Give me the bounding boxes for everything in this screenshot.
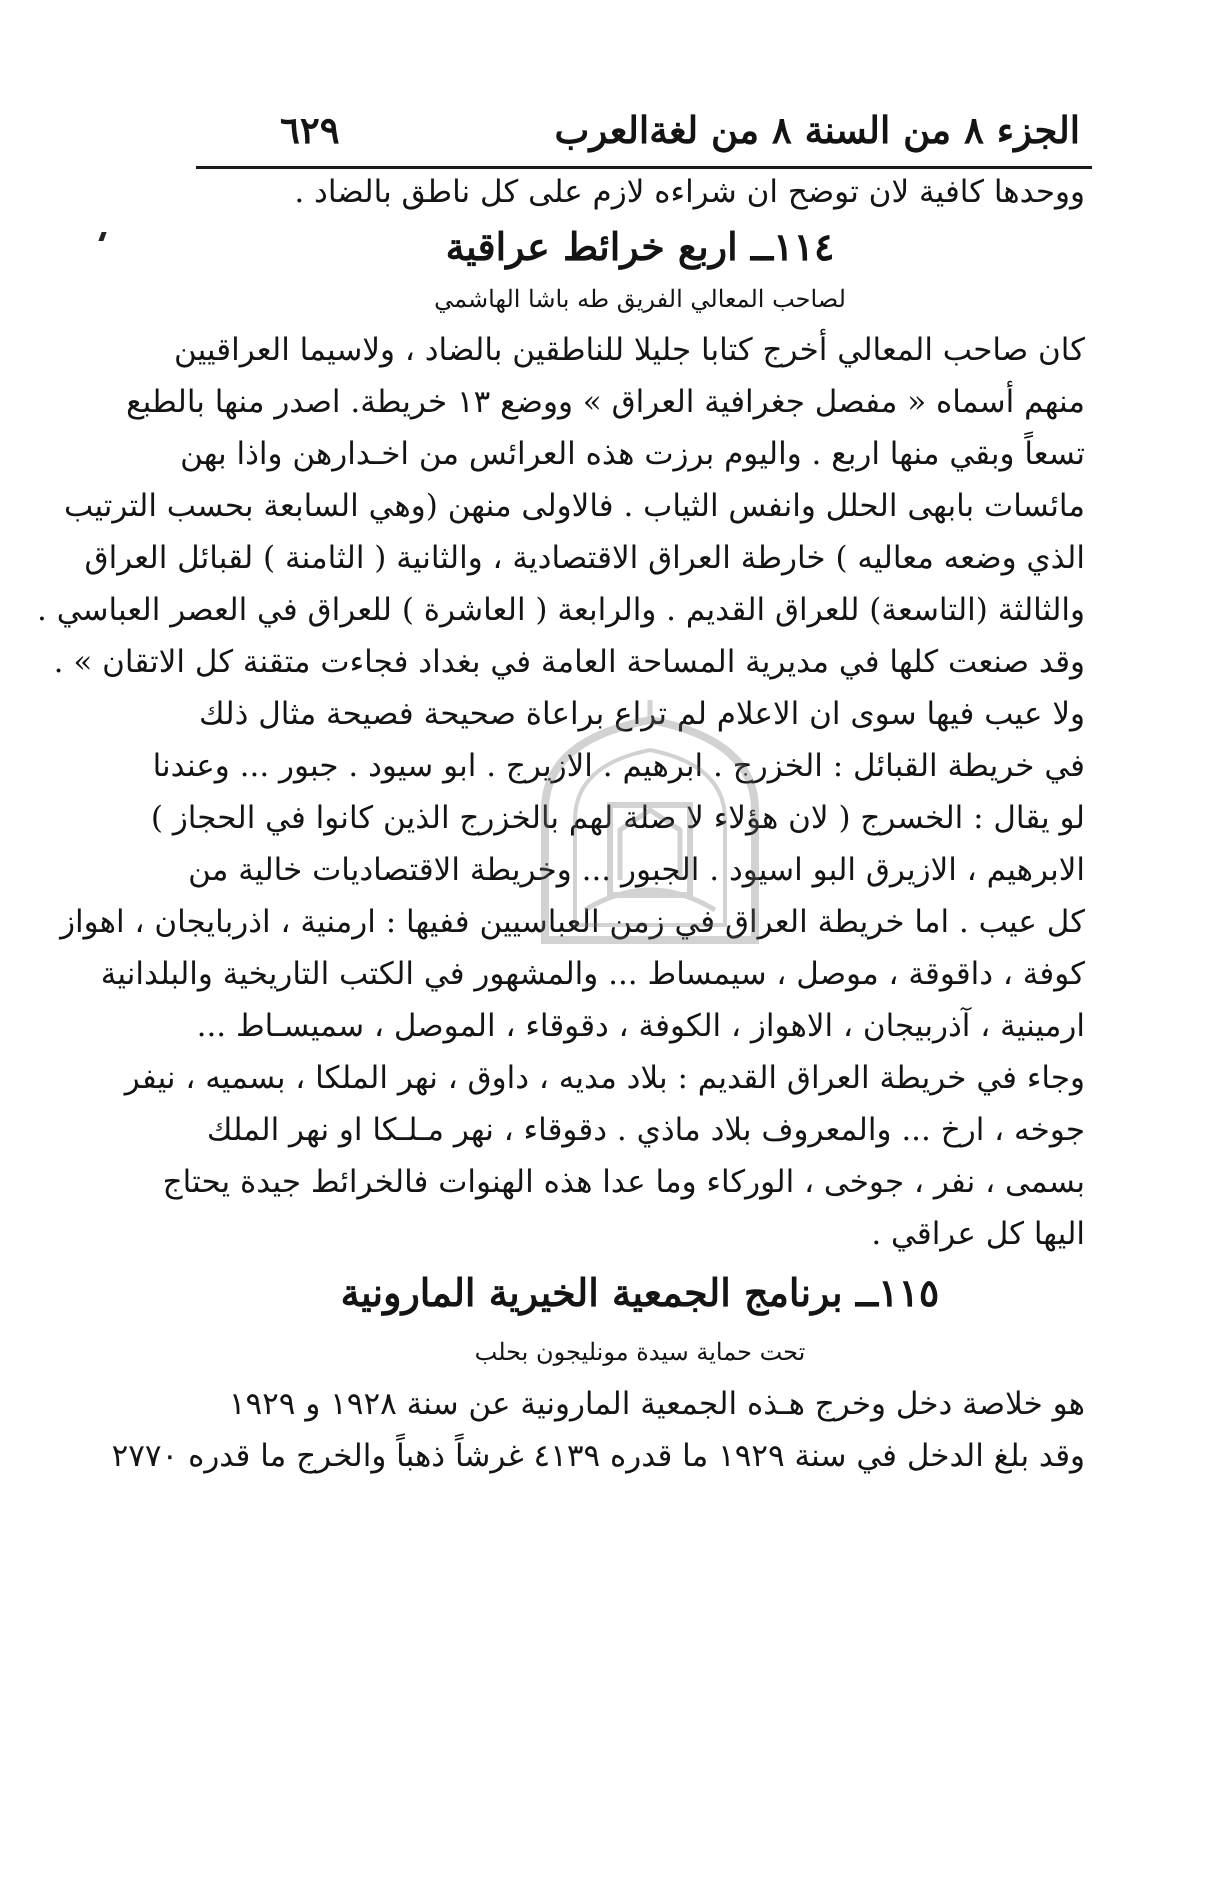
text-line: ولا عيب فيها سوى ان الاعلام لم تراع براعاة صحيحة فصيحة مثال ذلك — [199, 696, 1085, 732]
text-line: مائسات بابهى الحلل وانفس الثياب . فالاولى منهن (وهي السابعة بحسب الترتيب — [64, 488, 1085, 524]
text-line: هو خلاصة دخل وخرج هـذه الجمعية المارونية عن سنة ١٩٢٨ و ١٩٢٩ — [228, 1386, 1085, 1422]
text-line: الذي وضعه معاليه ) خارطة العراق الاقتصادية ، والثانية ( الثامنة ) لقبائل العراق — [84, 540, 1085, 576]
article-114-heading: ١١٤ــ اربع خرائط عراقية — [445, 224, 835, 269]
article-115-heading: ١١٥ــ برنامج الجمعية الخيرية المارونية — [340, 1270, 940, 1315]
header-rule — [196, 166, 1092, 169]
text-line: والثالثة (التاسعة) للعراق القديم . والرابعة ( العاشرة ) للعراق في العصر العباسي . — [37, 592, 1085, 628]
page-header — [200, 108, 1080, 152]
text-line: وقد صنعت كلها في مديرية المساحة العامة في بغداد فجاءت متقنة كل الاتقان » . — [53, 644, 1085, 680]
running-title: الجزء ٨ من السنة ٨ من لغةالعرب — [554, 108, 1080, 152]
text-line: بسمى ، نفر ، جوخى ، الوركاء وما عدا هذه الهنوات فالخرائط جيدة يحتاج — [162, 1164, 1085, 1200]
text-line: تسعاً وبقي منها اربع . واليوم برزت هذه العرائس من اخـدارهن واذا بهن — [180, 436, 1085, 472]
text-line: لو يقال : الخسرج ( لان هؤلاء لا صلة لهم بالخزرج الذين كانوا في الحجاز ) — [150, 800, 1085, 836]
text-line: جوخه ، ارخ ... والمعروف بلاد ماذي . دقوقاء ، نهر مـلـكا او نهر الملك — [206, 1112, 1085, 1148]
text-line: كان صاحب المعالي أخرج كتابا جليلا للناطقين بالضاد ، ولاسيما العراقيين — [173, 332, 1085, 368]
text-line: ارمينية ، آذربيجان ، الاهواز ، الكوفة ، دقوقاء ، الموصل ، سميسـاط ... — [196, 1008, 1085, 1044]
text-line: الابرهيم ، الازيرق البو اسيود . الجبور ... وخريطة الاقتصاديات خالية من — [188, 852, 1085, 888]
text-line: كوفة ، داقوقة ، موصل ، سيمساط ... والمشهور في الكتب التاريخية والبلدانية — [100, 956, 1085, 992]
page-number: ٦٢٩ — [280, 108, 340, 152]
text-line: في خريطة القبائل : الخزرج . ابرهيم . الازيرج . ابو سيود . جبور ... وعندنا — [152, 748, 1085, 784]
text-line: وجاء في خريطة العراق القديم : بلاد مديه ، داوق ، نهر الملكا ، بسميه ، نيفر — [124, 1060, 1085, 1096]
text-line: كل عيب . اما خريطة العراق في زمن العباسيين ففيها : ارمنية ، اذربايجان ، اهواز — [60, 904, 1085, 940]
article-114-byline: لصاحب المعالي الفريق طه باشا الهاشمي — [434, 285, 846, 313]
stray-ink-mark — [98, 232, 106, 241]
article-115-byline: تحت حماية سيدة مونليجون بحلب — [474, 1338, 806, 1366]
text-line: منهم أسماه « مفصل جغرافية العراق » ووضع ١٣ خريطة. اصدر منها بالطبع — [126, 384, 1085, 420]
text-line: ووحدها كافية لان توضح ان شراءه لازم على كل ناطق بالضاد . — [294, 174, 1085, 210]
text-line: وقد بلغ الدخل في سنة ١٩٢٩ ما قدره ٤١٣٩ غرشاً ذهباً والخرج ما قدره ٢٧٧٠ — [111, 1438, 1085, 1474]
text-line: اليها كل عراقي . — [871, 1216, 1085, 1252]
